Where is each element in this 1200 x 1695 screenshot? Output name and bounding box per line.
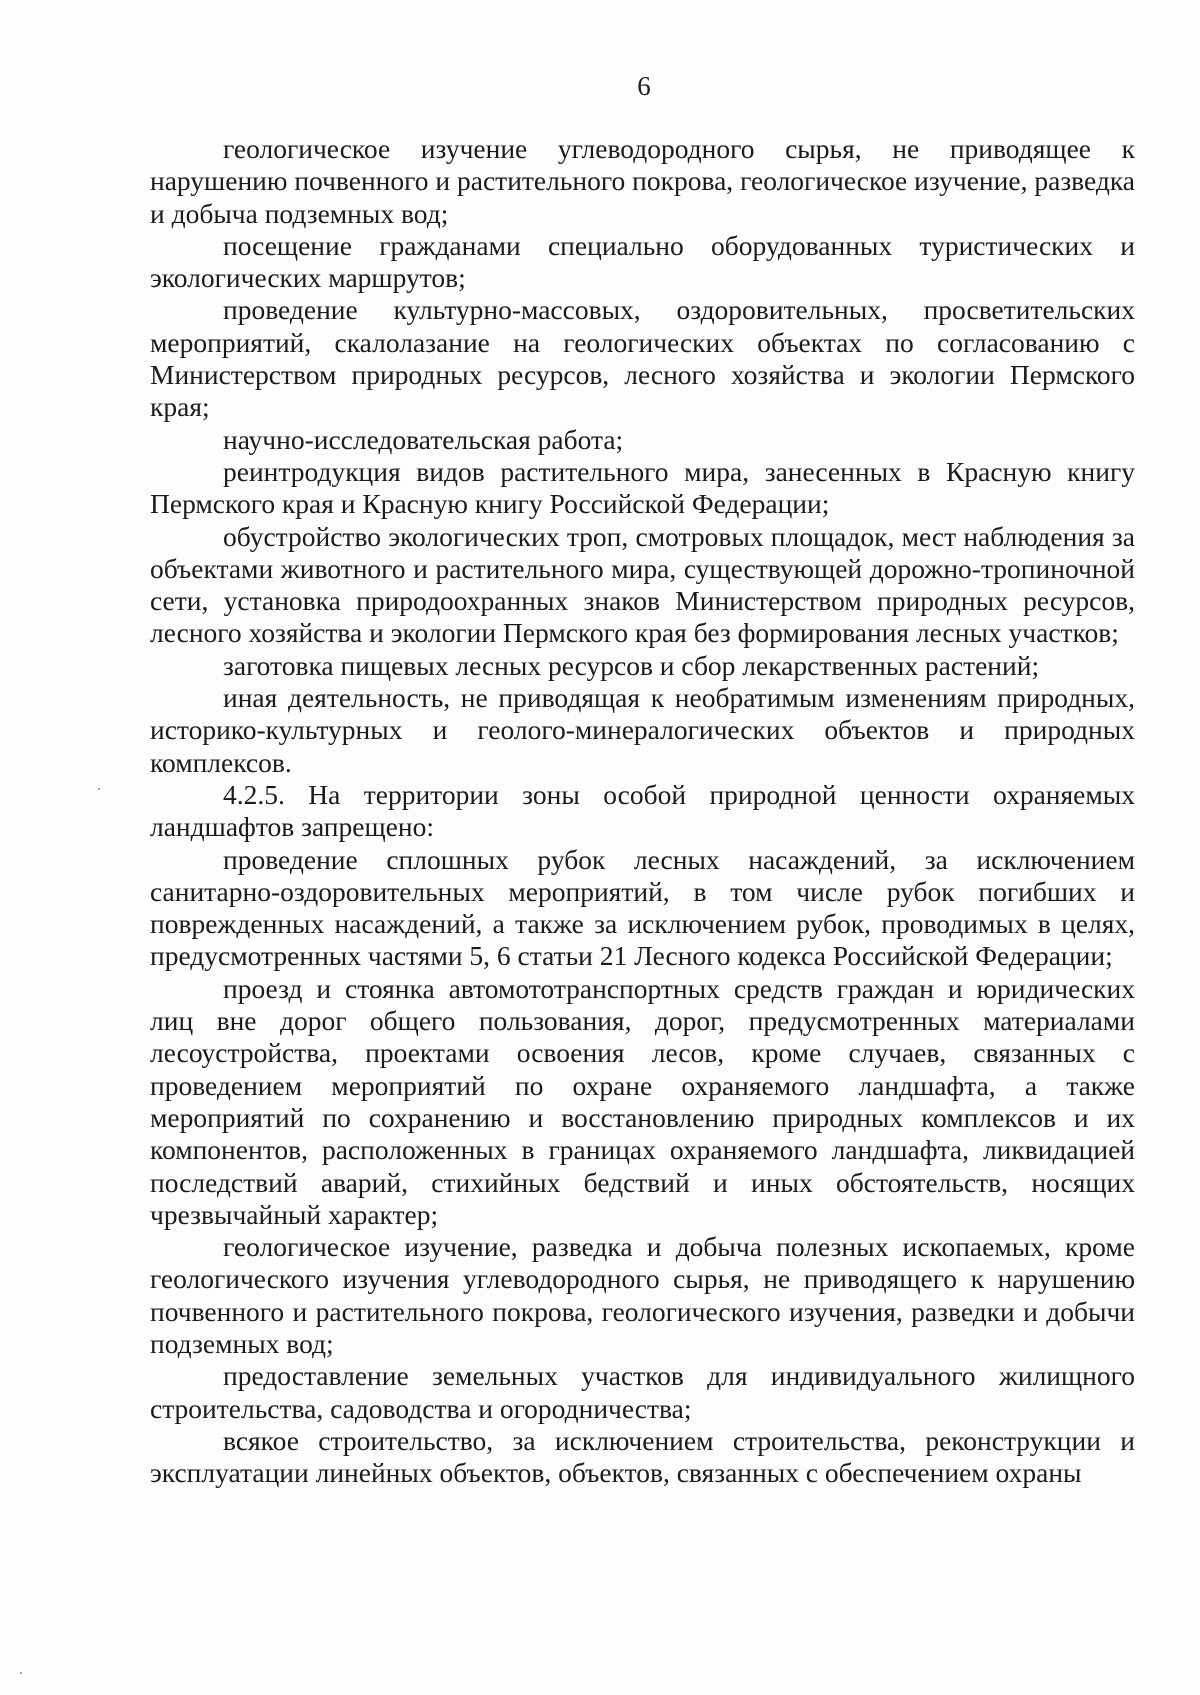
paragraph-geological-study: геологическое изучение углеводородного сырья, не приводящее к нарушению почвенного и растительного покрова, геологическое изучение, разведка и добыча подземных вод;: [150, 133, 1135, 229]
paragraph-clear-cutting: проведение сплошных рубок лесных насаждений, за исключением санитарно-оздоровительных мероприятий, в том числе рубок погибших и поврежденных насаждений, а также за исключением рубок, проводимых в целях, предусмотренных частями 5, 6 статьи 21 Лесного кодекса Российской Федерации;: [150, 843, 1135, 972]
paragraph-vehicle-traffic: проезд и стоянка автомототранспортных средств граждан и юридических лиц вне дорог общего пользования, дорог, предусмотренных материалами лесоустройства, проектами освоения лесов, кроме случаев, связанных с проведением мероприятий по охране охраняемого ландшафта, а также мероприятий по сохранению и восстановлению природных комплексов и их компонентов, расположенных в границах охраняемого ландшафта, ликвидацией последствий аварий, стихийных бедствий и иных обстоятельств, носящих чрезвычайный характер;: [150, 972, 1135, 1230]
paragraph-other-activity: иная деятельность, не приводящая к необратимым изменениям природных, историко-культурных и геолого-минералогических объектов и природных комплексов.: [150, 682, 1135, 778]
scan-speck: [20, 1672, 22, 1674]
paragraph-cultural-events: проведение культурно-массовых, оздоровительных, просветительских мероприятий, скалолазание на геологических объектах по согласованию с Министерством природных ресурсов, лесного хозяйства и экологии Пермского края;: [150, 294, 1135, 423]
paragraph-tourist-routes: посещение гражданами специально оборудованных туристических и экологических маршрутов;: [150, 229, 1135, 294]
paragraph-research-work: научно-исследовательская работа;: [223, 423, 624, 455]
document-body: [150, 133, 1135, 1489]
paragraph-land-plots: предоставление земельных участков для индивидуального жилищного строительства, садоводства и огородничества;: [150, 1360, 1135, 1424]
paragraph-construction: всякое строительство, за исключением строительства, реконструкции и эксплуатации линейных объектов, объектов, связанных с обеспечением охраны: [150, 1424, 1135, 1489]
page-number: 6: [637, 71, 651, 101]
section-heading-4-2-5: 4.2.5. На территории зоны особой природной ценности охраняемых ландшафтов запрещено:: [150, 778, 1135, 843]
paragraph-eco-trails: обустройство экологических троп, смотровых площадок, мест наблюдения за объектами животного и растительного мира, существующей дорожно-тропиночной сети, установка природоохранных знаков Министерством природных ресурсов, лесного хозяйства и экологии Пермского края без формирования лесных участков;: [150, 520, 1135, 649]
paragraph-food-resources: заготовка пищевых лесных ресурсов и сбор лекарственных растений;: [223, 649, 1040, 681]
scan-speck: [98, 788, 100, 790]
paragraph-mining: геологическое изучение, разведка и добыча полезных ископаемых, кроме геологического изучения углеводородного сырья, не приводящего к нарушению почвенного и растительного покрова, геологического изучения, разведки и добычи подземных вод;: [150, 1231, 1135, 1359]
paragraph-reintroduction: реинтродукция видов растительного мира, занесенных в Красную книгу Пермского края и Красную книгу Российской Федерации;: [150, 455, 1135, 520]
